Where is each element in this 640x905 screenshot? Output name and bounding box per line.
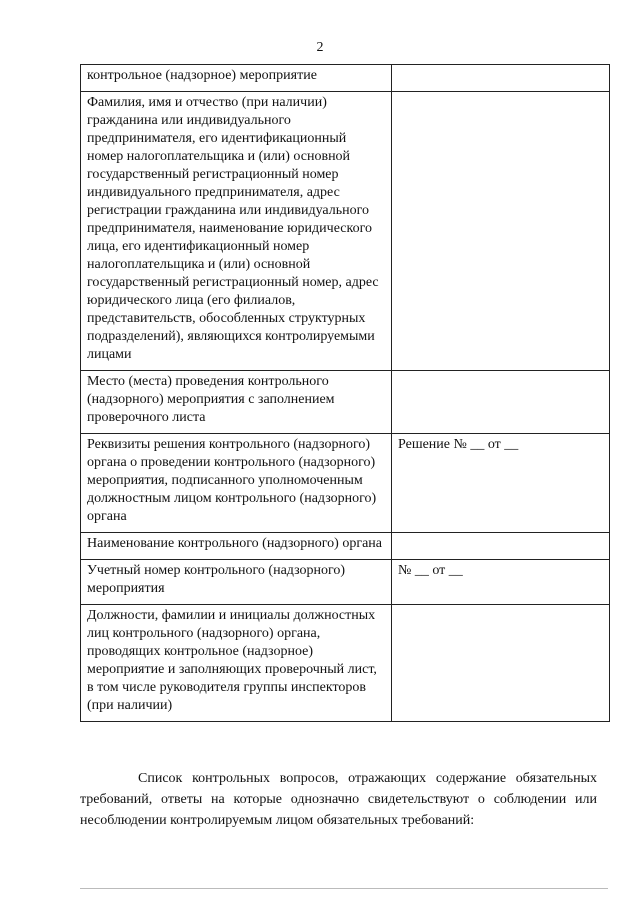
page-divider	[80, 888, 608, 889]
table-row	[81, 371, 610, 434]
table-row	[81, 533, 610, 560]
row-label: Реквизиты решения контрольного (надзорного) органа о проведении контрольного (надзорного) мероприятия, подписанного уполномоченным должностным лицом контрольного (надзорного) органа	[81, 434, 392, 533]
checklist-intro-paragraph: Список контрольных вопросов, отражающих содержание обязательных требований, ответы на которые однозначно свидетельствуют о соблюдении или несоблюдении контролируемым лицом обязательных требований:	[80, 771, 597, 828]
row-label: Наименование контрольного (надзорного) органа	[81, 533, 392, 560]
row-value: № __ от __	[392, 560, 610, 605]
table-row	[81, 65, 610, 92]
table-row	[81, 605, 610, 722]
row-label: Должности, фамилии и инициалы должностных лиц контрольного (надзорного) органа, проводящих контрольное (надзорное) мероприятие и заполняющих проверочный лист, в том числе руководителя группы инспекторов (при наличии)	[81, 605, 392, 722]
row-value	[392, 533, 610, 560]
table-row	[81, 434, 610, 533]
row-value	[392, 605, 610, 722]
row-value	[392, 65, 610, 92]
table-row	[81, 92, 610, 371]
row-label: Учетный номер контрольного (надзорного) мероприятия	[81, 560, 392, 605]
row-value: Решение № __ от __	[392, 434, 610, 533]
inspection-form-table	[80, 64, 610, 722]
table-row	[81, 560, 610, 605]
row-value	[392, 371, 610, 434]
row-label: Место (места) проведения контрольного (надзорного) мероприятия с заполнением проверочного листа	[81, 371, 392, 434]
row-label: Фамилия, имя и отчество (при наличии) гражданина или индивидуального предпринимателя, его идентификационный номер налогоплательщика и (или) основной государственный регистрационный номер индивидуального предпринимателя, адрес регистрации гражданина или индивидуального предпринимателя, наименование юридического лица, его идентификационный номер налогоплательщика и (или) основной государственный регистрационный номер, адрес юридического лица (его филиалов, представительств, обособленных структурных подразделений), являющихся контролируемыми лицами	[81, 92, 392, 371]
page-number: 2	[316, 40, 324, 55]
row-value	[392, 92, 610, 371]
row-label: контрольное (надзорное) мероприятие	[81, 65, 392, 92]
